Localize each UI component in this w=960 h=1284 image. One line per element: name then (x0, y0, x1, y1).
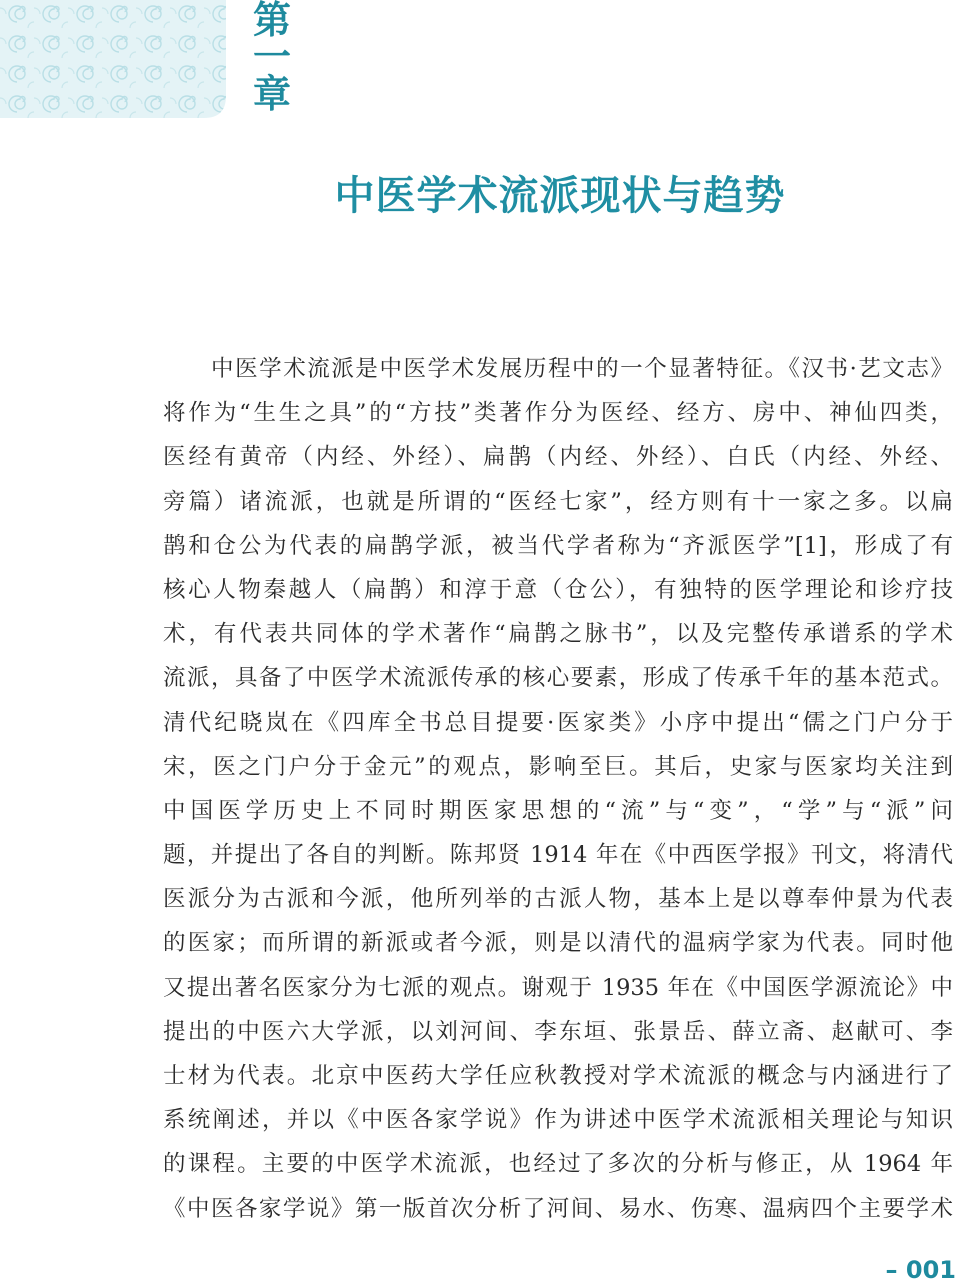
body-line: 士材为代表。北京中医药大学任应秋教授对学术流派的概念与内涵进行了 (163, 1063, 953, 1089)
chapter-label (248, 0, 296, 116)
body-line: 的课程。主要的中医学术流派，也经过了多次的分析与修正，从 1964 年 (163, 1151, 953, 1178)
chapter-label-char: 第 (252, 0, 291, 42)
body-line: 系统阐述，并以《中医各家学说》作为讲述中医学术流派相关理论与知识 (163, 1107, 953, 1134)
body-line: 清代纪晓岚在《四库全书总目提要·医家类》小序中提出“儒之门户分于 (163, 709, 953, 736)
body-line: 流派，具备了中医学术流派传承的核心要素，形成了传承千年的基本范式。 (163, 665, 953, 692)
body-line: 《中医各家学说》第一版首次分析了河间、易水、伤寒、温病四个主要学术 (163, 1195, 953, 1222)
chapter-label-char: 章 (252, 72, 291, 116)
body-line: 题，并提出了各自的判断。陈邦贤 1914 年在《中西医学报》刊文，将清代 (163, 842, 953, 869)
body-line: 中国医学历史上不同时期医家思想的“流”与“变”，“学”与“派”问 (163, 797, 953, 824)
body-line: 提出的中医六大学派，以刘河间、李东垣、张景岳、薛立斋、赵献可、李 (163, 1018, 953, 1045)
body-line: 鹊和仓公为代表的扁鹊学派，被当代学者称为“齐派医学”[1]，形成了有 (163, 532, 953, 559)
body-line: 旁篇）诸流派，也就是所谓的“医经七家”，经方则有十一家之多。以扁 (163, 488, 953, 515)
body-line: 中医学术流派是中医学术发展历程中的一个显著特征。《汉书·艺文志》 (211, 356, 953, 382)
body-line: 宋，医之门户分于金元”的观点，影响至巨。其后，史家与医家均关注到 (163, 753, 953, 780)
body-line: 医经有黄帝（内经、外经）、扁鹊（内经、外经）、白氏（内经、外经、 (163, 444, 953, 471)
body-line: 又提出著名医家分为七派的观点。谢观于 1935 年在《中国医学源流论》中 (163, 974, 953, 1001)
cloud-pattern-decoration (0, 0, 226, 118)
body-line: 核心人物秦越人（扁鹊）和淳于意（仓公），有独特的医学理论和诊疗技 (163, 576, 953, 603)
body-line: 将作为“生生之具”的“方技”类著作分为医经、经方、房中、神仙四类， (163, 400, 953, 427)
body-line: 术，有代表共同体的学术著作“扁鹊之脉书”，以及完整传承谱系的学术 (163, 621, 953, 648)
page-number: – 001 (885, 1256, 956, 1284)
chapter-label-char: 一 (252, 35, 291, 79)
body-paragraph (163, 347, 953, 1231)
chapter-title: 中医学术流派现状与趋势 (334, 172, 786, 219)
body-line: 的医家；而所谓的新派或者今派，则是以清代的温病学家为代表。同时他 (163, 930, 953, 957)
body-line: 医派分为古派和今派，他所列举的古派人物，基本上是以尊奉仲景为代表 (163, 886, 953, 913)
